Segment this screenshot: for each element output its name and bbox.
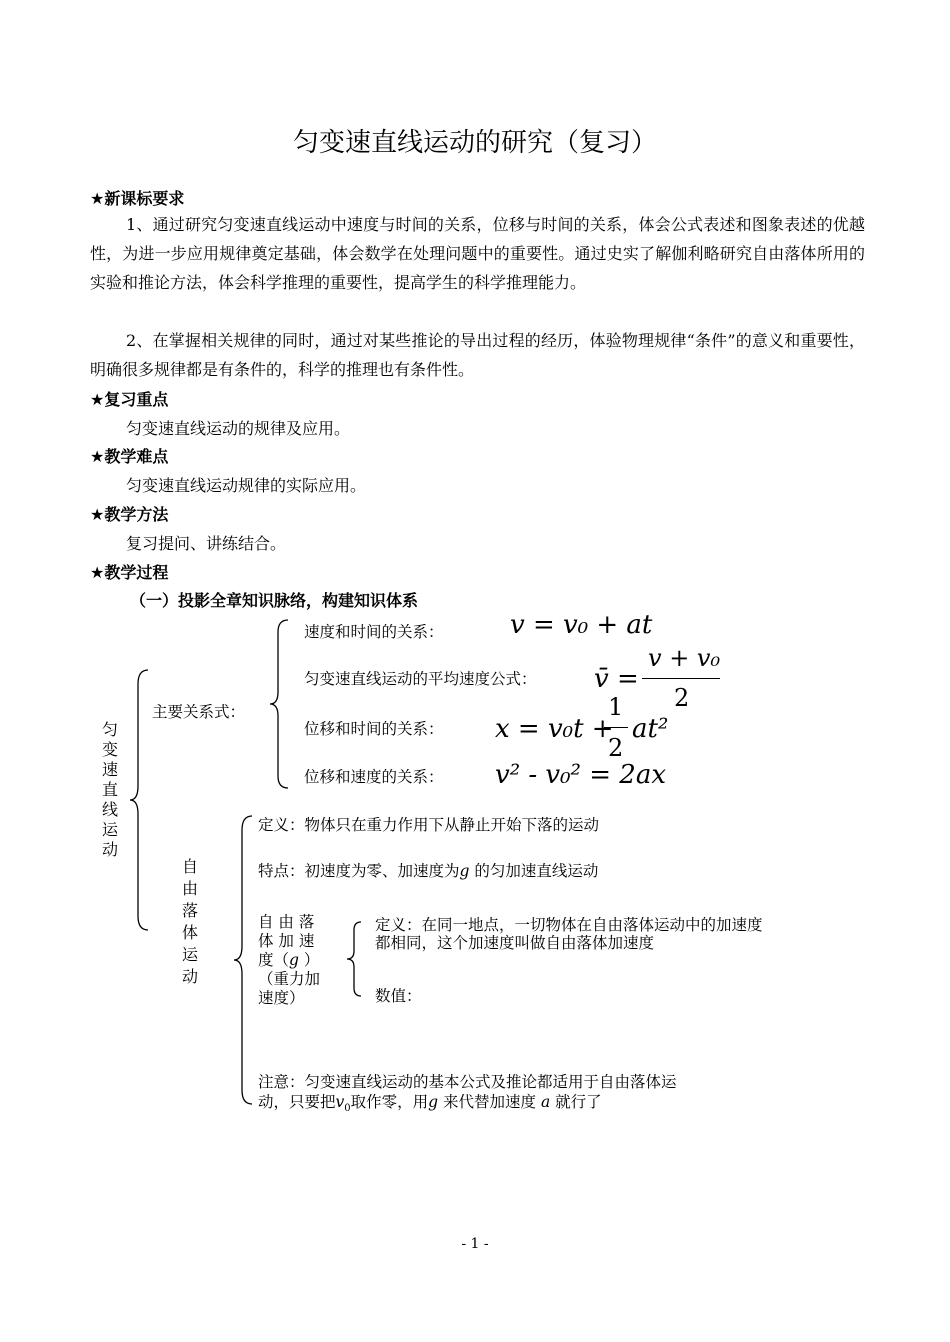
- free-fall-label: 自由落体运动: [181, 857, 198, 986]
- heading-review-focus: ★复习重点: [90, 390, 169, 409]
- heading-teaching-process: ★教学过程: [90, 563, 169, 582]
- free-fall-note: [258, 1072, 677, 1119]
- paragraph-requirement-1: 1、通过研究匀变速直线运动中速度与时间的关系，位移与时间的关系，体会公式表述和图象表述的优越性，为进一步应用规律奠定基础，体会数学在处理问题中的重要性。通过史实了解伽利略研究自由落体所用的实验和推论方法，体会科学推理的重要性，提高学生的科学推理能力。: [90, 215, 865, 292]
- gravity-value-label: 数值：: [375, 987, 422, 1005]
- root-brace: [128, 668, 150, 932]
- formula-displacement-time-a: x = v₀t +: [495, 714, 614, 744]
- gravity-definition: [375, 916, 763, 952]
- text-teaching-method: 复习提问、讲练结合。: [126, 534, 287, 553]
- gravity-definition-line-2: 都相同，这个加速度叫做自由落体加速度: [375, 934, 655, 952]
- page-title: 匀变速直线运动的研究（复习）: [292, 128, 657, 158]
- fraction-bar: [642, 678, 720, 679]
- formula-velocity-displacement: v² - v₀² = 2ax: [495, 760, 666, 790]
- note-text: 动，只要把: [258, 1093, 336, 1111]
- relation-displacement-time-label: 位移和时间的关系：: [304, 720, 444, 738]
- formula-velocity-time: v = v₀ + at: [510, 610, 653, 640]
- heading-teaching-difficulty: ★教学难点: [90, 447, 169, 466]
- g-label-text: 度（: [258, 951, 290, 969]
- heading-teaching-method: ★教学方法: [90, 505, 169, 524]
- paragraph-requirement-2: 2、在掌握相关规律的同时，通过对某些推论的导出过程的经历，体验物理规律“条件”的意义和重要性，明确很多规律都是有条件的，科学的推理也有条件性。: [90, 331, 865, 379]
- text-teaching-difficulty: 匀变速直线运动规律的实际应用。: [126, 476, 367, 495]
- heading-curriculum-requirements: ★新课标要求: [90, 189, 185, 208]
- relation-velocity-time-label: 速度和时间的关系：: [304, 623, 444, 641]
- g-label-line-5: 速度）: [258, 989, 305, 1007]
- text-review-focus: 匀变速直线运动的规律及应用。: [126, 419, 351, 438]
- formula-half-numerator: 1: [608, 693, 624, 721]
- relation-velocity-displacement-label: 位移和速度的关系：: [304, 768, 444, 786]
- symbol-g: g: [428, 1093, 439, 1111]
- g-label-line-1: 自 由 落: [258, 913, 315, 931]
- formula-displacement-time-b: at²: [632, 714, 669, 744]
- g-label-text: ）: [298, 951, 320, 969]
- g-label-line-2: 体 加 速: [258, 932, 315, 950]
- gravity-brace: [345, 920, 363, 998]
- symbol-v: v: [335, 1093, 345, 1111]
- note-text: 来代替加速度: [438, 1093, 541, 1111]
- tree-root-label: 匀变速直线运动: [101, 720, 118, 859]
- gravity-definition-line-1: 定义：在同一地点，一切物体在自由落体运动中的加速度: [375, 916, 763, 934]
- g-label-line-3: [258, 951, 320, 970]
- note-line-2: [258, 1092, 677, 1119]
- subheading-knowledge-map: （一）投影全章知识脉络，构建知识体系: [130, 591, 419, 610]
- free-fall-definition: 定义：物体只在重力作用下从静止开始下落的运动: [258, 816, 600, 834]
- formula-average-velocity-numerator: v + v₀: [648, 644, 721, 672]
- free-fall-feature: [258, 859, 598, 881]
- free-fall-brace: [232, 814, 254, 1106]
- formula-average-velocity-lhs: v̄ =: [594, 664, 639, 694]
- note-text: 就行了: [550, 1093, 602, 1111]
- fraction-bar: [604, 727, 628, 728]
- note-text: 取作零，用: [350, 1093, 429, 1111]
- relation-average-velocity-label: 匀变速直线运动的平均速度公式：: [304, 670, 537, 688]
- feature-text-a: 特点：初速度为零、加速度为: [258, 862, 460, 880]
- g-label-line-4: （重力加: [258, 970, 321, 988]
- gravity-acceleration-label: [258, 913, 320, 1008]
- formula-average-velocity-denominator: 2: [674, 684, 690, 712]
- subscript-zero: 0: [344, 1103, 351, 1115]
- main-relations-label: 主要关系式：: [152, 703, 246, 721]
- note-line-1: 注意：匀变速直线运动的基本公式及推论都适用于自由落体运: [258, 1073, 677, 1091]
- formula-half-denominator: 2: [608, 734, 624, 762]
- symbol-a: a: [540, 1093, 551, 1111]
- page-number: - 1 -: [461, 1236, 489, 1252]
- symbol-g: g: [459, 862, 470, 880]
- relations-brace: [268, 618, 290, 790]
- symbol-g: g: [289, 951, 299, 969]
- feature-text-b: 的匀加速直线运动: [469, 862, 599, 880]
